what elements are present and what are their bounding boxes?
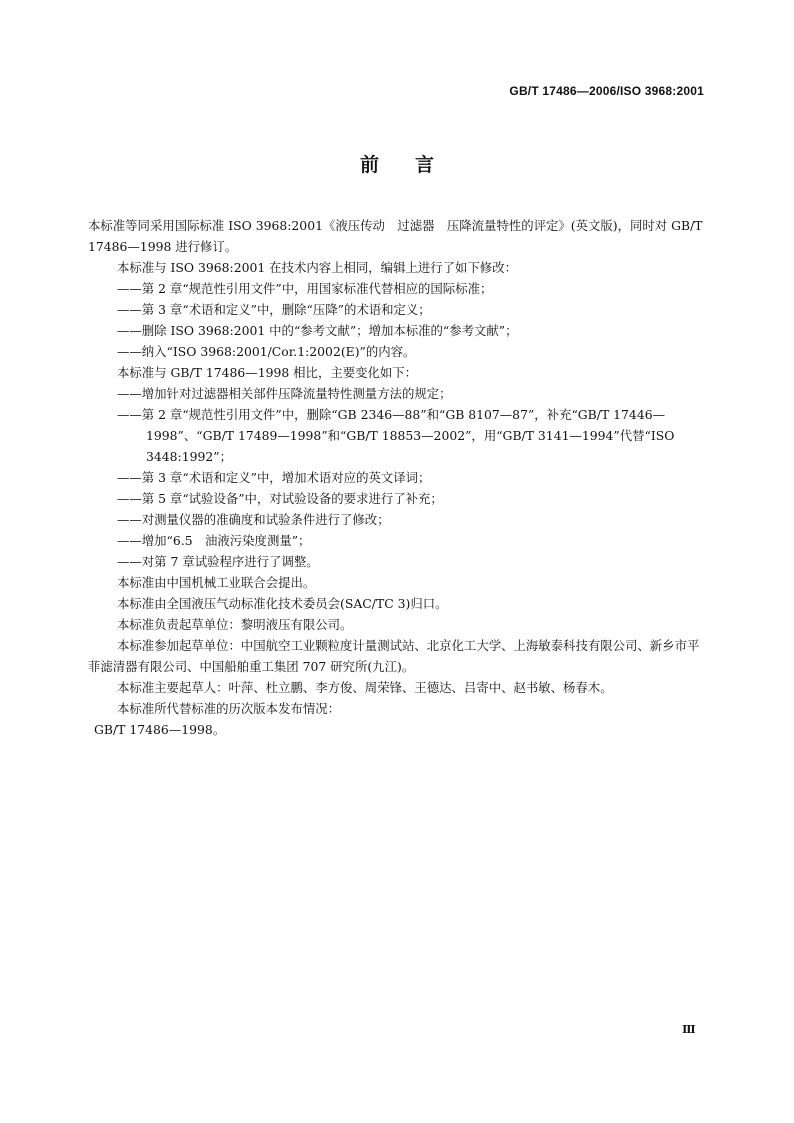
- list-item: ——删除 ISO 3968:2001 中的“参考文献”；增加本标准的“参考文献”；: [117, 323, 518, 338]
- paragraph: 本标准负责起草单位：黎明液压有限公司。: [117, 617, 353, 632]
- paragraph: 本标准与 ISO 3968:2001 在技术内容上相同，编辑上进行了如下修改：: [117, 260, 517, 275]
- standard-code-header: GB/T 17486—2006/ISO 3968:2001: [509, 84, 704, 98]
- paragraph: 本标准由全国液压气动标准化技术委员会(SAC/TC 3)归口。: [117, 596, 448, 611]
- list-item: ——增加针对过滤器相关部件压降流量特性测量方法的规定；: [117, 386, 452, 401]
- paragraph: 本标准参加起草单位：中国航空工业颗粒度计量测试站、北京化工大学、上海敏泰科技有限公司、新乡市平菲滤清器有限公司、中国船舶重工集团 707 研究所(九江)。: [88, 638, 700, 674]
- paragraph: 本标准主要起草人：叶萍、杜立鹏、李方俊、周荣锋、王德达、吕寄中、赵书敏、杨春木。: [117, 680, 613, 695]
- list-item: ——第 2 章“规范性引用文件”中，删除“GB 2346—88”和“GB 8107—87”，补充“GB/T 17446—1998”、“GB/T 17489—1998”和“GB/T 18853—2002”，用“GB/T 3141—1994”代替“ISO 3448:1992”；: [117, 407, 675, 464]
- foreword-body: [88, 215, 706, 740]
- page-number: Ⅲ: [682, 1023, 695, 1036]
- list-item: ——第 2 章“规范性引用文件”中，用国家标准代替相应的国际标准；: [117, 281, 493, 296]
- paragraph: 本标准与 GB/T 17486—1998 相比，主要变化如下：: [117, 365, 418, 380]
- list-item: ——第 3 章“术语和定义”中，增加术语对应的英文译词；: [117, 470, 431, 485]
- paragraph: 本标准所代替标准的历次版本发布情况：: [117, 701, 341, 716]
- list-item: ——对测量仪器的准确度和试验条件进行了修改；: [117, 512, 390, 527]
- list-item: ——第 3 章“术语和定义”中，删除“压降”的术语和定义；: [117, 302, 431, 317]
- page-title: 前言: [359, 154, 470, 176]
- list-item: ——对第 7 章试验程序进行了调整。: [117, 554, 319, 569]
- list-item: ——第 5 章“试验设备”中，对试验设备的要求进行了补充；: [117, 491, 443, 506]
- paragraph: GB/T 17486—1998。: [94, 722, 226, 737]
- paragraph: 本标准由中国机械工业联合会提出。: [117, 575, 316, 590]
- paragraph: 本标准等同采用国际标准 ISO 3968:2001《液压传动 过滤器 压降流量特性的评定》(英文版)，同时对 GB/T 17486—1998 进行修订。: [88, 218, 703, 254]
- list-item: ——纳入“ISO 3968:2001/Cor.1:2002(E)”的内容。: [117, 344, 416, 359]
- list-item: ——增加“6.5 油液污染度测量”；: [117, 533, 311, 548]
